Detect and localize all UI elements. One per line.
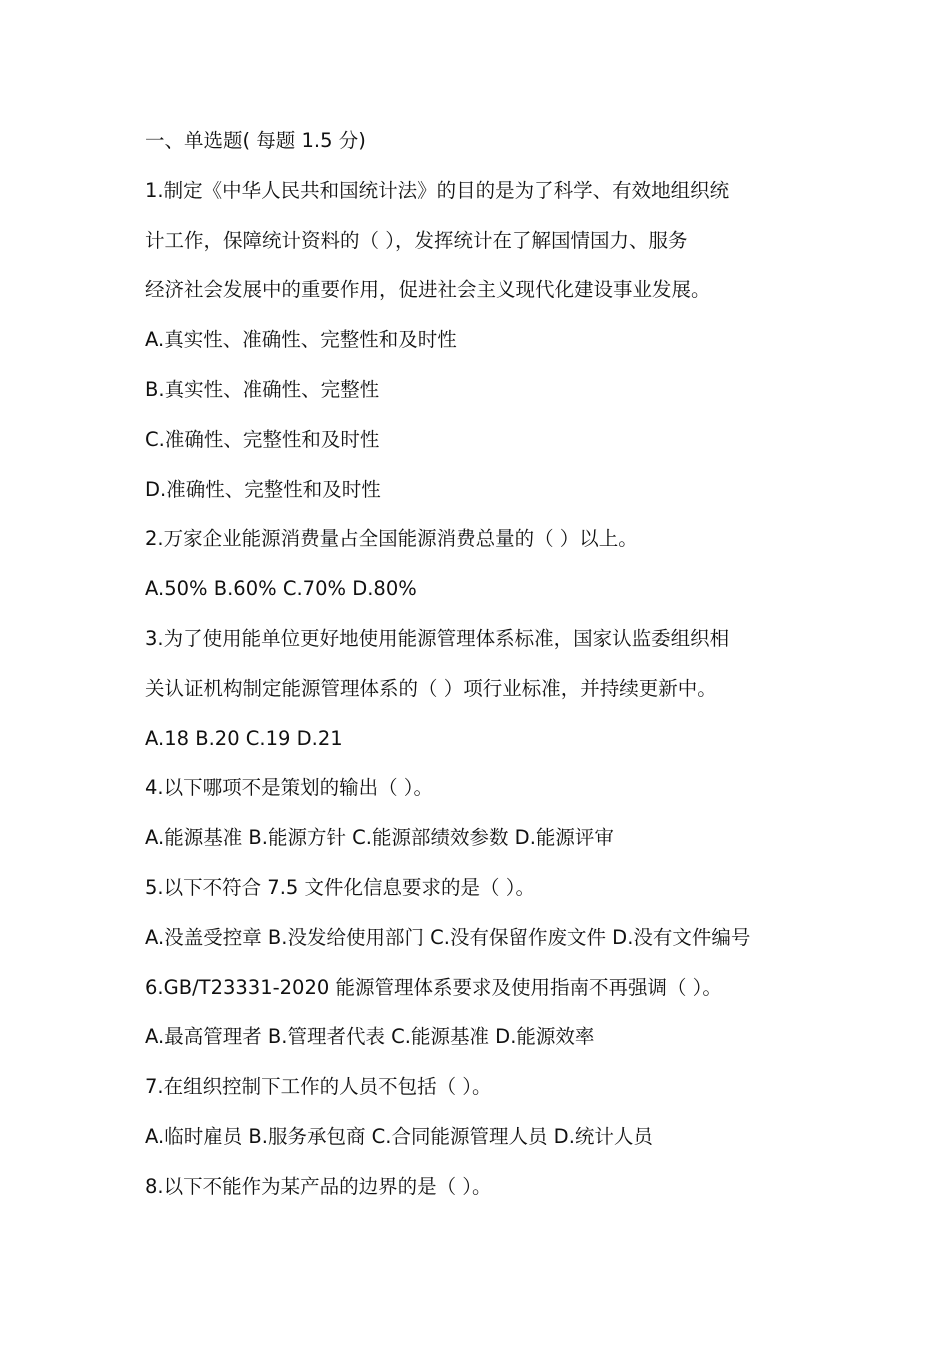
document-body	[145, 116, 825, 1212]
question-2-options: A.50% B.60% C.70% D.80%	[145, 577, 417, 601]
question-3-options: A.18 B.20 C.19 D.21	[145, 726, 343, 750]
question-7-options: A.临时雇员 B.服务承包商 C.合同能源管理人员 D.统计人员	[145, 1124, 653, 1148]
question-1-line-2: 计工作，保障统计资料的（ ），发挥统计在了解国情国力、服务	[145, 228, 688, 252]
question-8: 8.以下不能作为某产品的边界的是（ ）。	[145, 1174, 492, 1198]
question-6: 6.GB/T23331-2020 能源管理体系要求及使用指南不再强调（ ）。	[145, 975, 722, 999]
question-1-option-b: B.真实性、准确性、完整性	[145, 377, 380, 401]
question-3-line-1: 3.为了使用能单位更好地使用能源管理体系标准，国家认监委组织相	[145, 626, 730, 650]
question-6-options: A.最高管理者 B.管理者代表 C.能源基准 D.能源效率	[145, 1025, 595, 1049]
question-1-option-c: C.准确性、完整性和及时性	[145, 427, 380, 451]
question-5-options: A.没盖受控章 B.没发给使用部门 C.没有保留作废文件 D.没有文件编号	[145, 925, 751, 949]
question-4: 4.以下哪项不是策划的输出（ ）。	[145, 776, 434, 800]
question-1-option-a: A.真实性、准确性、完整性和及时性	[145, 328, 457, 352]
question-1-line-1: 1.制定《中华人民共和国统计法》的目的是为了科学、有效地组织统	[145, 178, 730, 202]
question-3-line-2: 关认证机构制定能源管理体系的（ ）项行业标准，并持续更新中。	[145, 676, 717, 700]
question-5: 5.以下不符合 7.5 文件化信息要求的是（ ）。	[145, 875, 535, 899]
section-heading: 一、单选题( 每题 1.5 分)	[145, 129, 366, 152]
question-4-options: A.能源基准 B.能源方针 C.能源部绩效参数 D.能源评审	[145, 826, 614, 850]
question-1-option-d: D.准确性、完整性和及时性	[145, 477, 381, 501]
question-1-line-3: 经济社会发展中的重要作用，促进社会主义现代化建设事业发展。	[145, 278, 711, 302]
question-7: 7.在组织控制下工作的人员不包括（ ）。	[145, 1075, 492, 1099]
question-2: 2.万家企业能源消费量占全国能源消费总量的（ ）以上。	[145, 527, 638, 551]
